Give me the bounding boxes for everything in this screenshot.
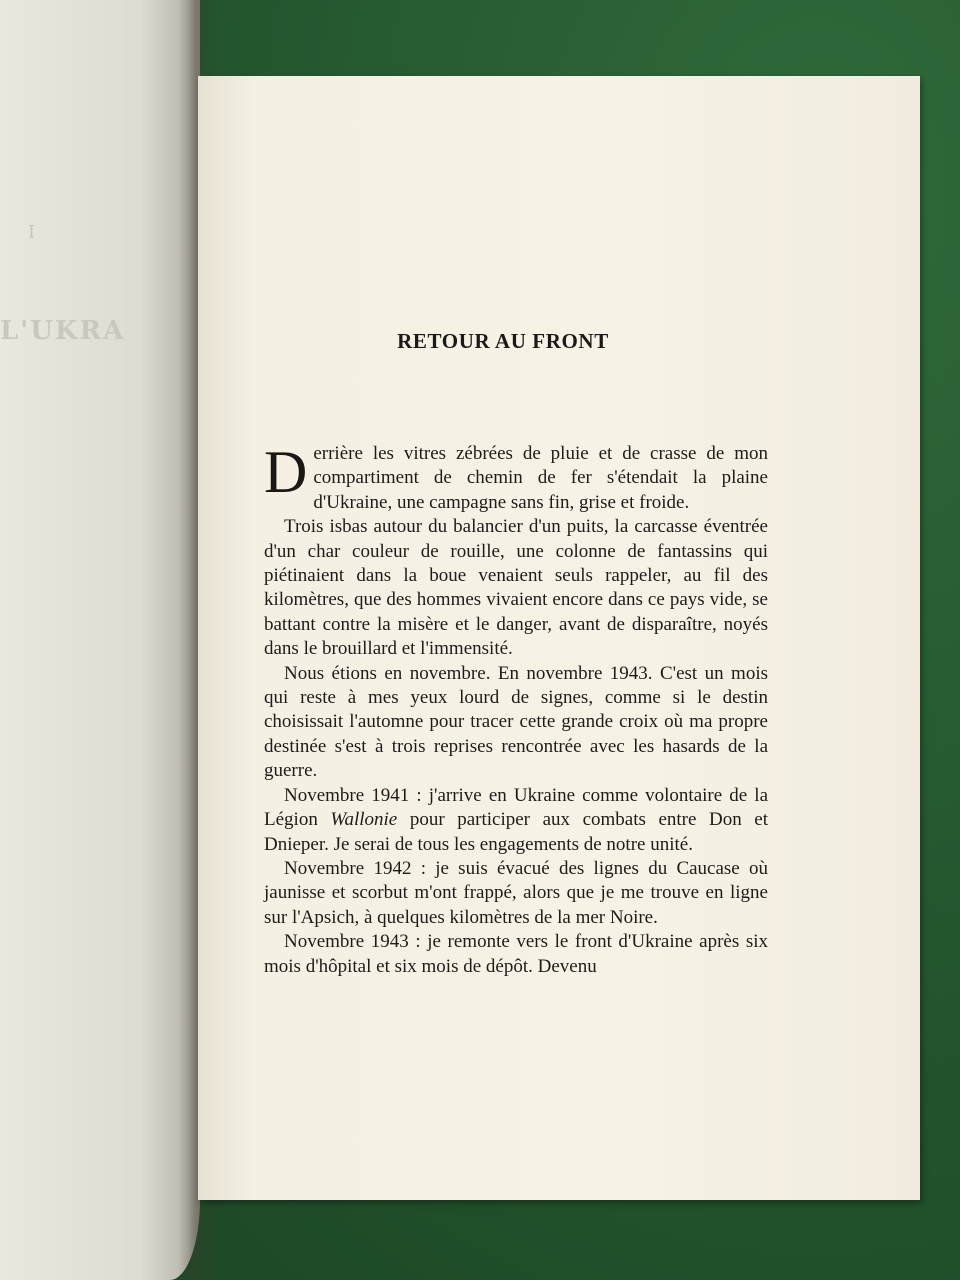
paragraph-3: Nous étions en novembre. En novembre 1943. C'est un mois qui reste à mes yeux lourd de signes, comme si le destin choisissait l'automne pour tracer cette grande croix où ma propre destinée s'est à trois reprises rencontrée avec les hasards de la guerre.: [264, 662, 768, 782]
left-page: [0, 0, 200, 1280]
paragraph-5: Novembre 1942 : je suis évacué des lignes du Caucase où jaunisse et scorbut m'ont frappé, alors que je me trouve en ligne sur l'Apsich, à quelques kilomètres de la mer Noire.: [264, 857, 768, 928]
left-page-number: I: [28, 222, 36, 243]
paragraph-2: Trois isbas autour du balancier d'un puits, la carcasse éventrée d'un char couleur de rouille, une colonne de fantassins qui piétinaient dans la boue venaient seuls rappeler, au fil des kilomètres, que des hommes vivaient encore dans ce pays vide, se battant contre la misère et le danger, avant de disparaître, noyés dans le brouillard et l'immensité.: [264, 516, 768, 660]
chapter-title: RETOUR AU FRONT: [397, 329, 609, 353]
paragraph-1-text: errière les vitres zébrées de pluie et de crasse de mon compartiment de chemin de fer s'étendait la plaine d'Ukraine, une campagne sans fin, grise et froide.: [313, 443, 768, 513]
right-page: [198, 76, 920, 1200]
paragraph-4-text-a: Novembre 1941 : j'arrive en Ukraine comme volontaire de la Légion: [264, 784, 768, 831]
paragraph-1: [264, 439, 768, 515]
paragraph-6: Novembre 1943 : je remonte vers le front d'Ukraine après six mois d'hôpital et six mois de dépôt. Devenu: [264, 931, 768, 977]
left-page-heading: L'UKRA: [0, 316, 126, 346]
drop-cap: D: [264, 439, 308, 505]
legion-name: Wallonie: [330, 809, 398, 831]
paragraph-4-text-b: pour participer aux combats entre Don et Dnieper. Je serai de tous les engagements de notre unité.: [264, 809, 768, 855]
body-text: [264, 439, 768, 979]
paragraph-4: [264, 784, 768, 857]
